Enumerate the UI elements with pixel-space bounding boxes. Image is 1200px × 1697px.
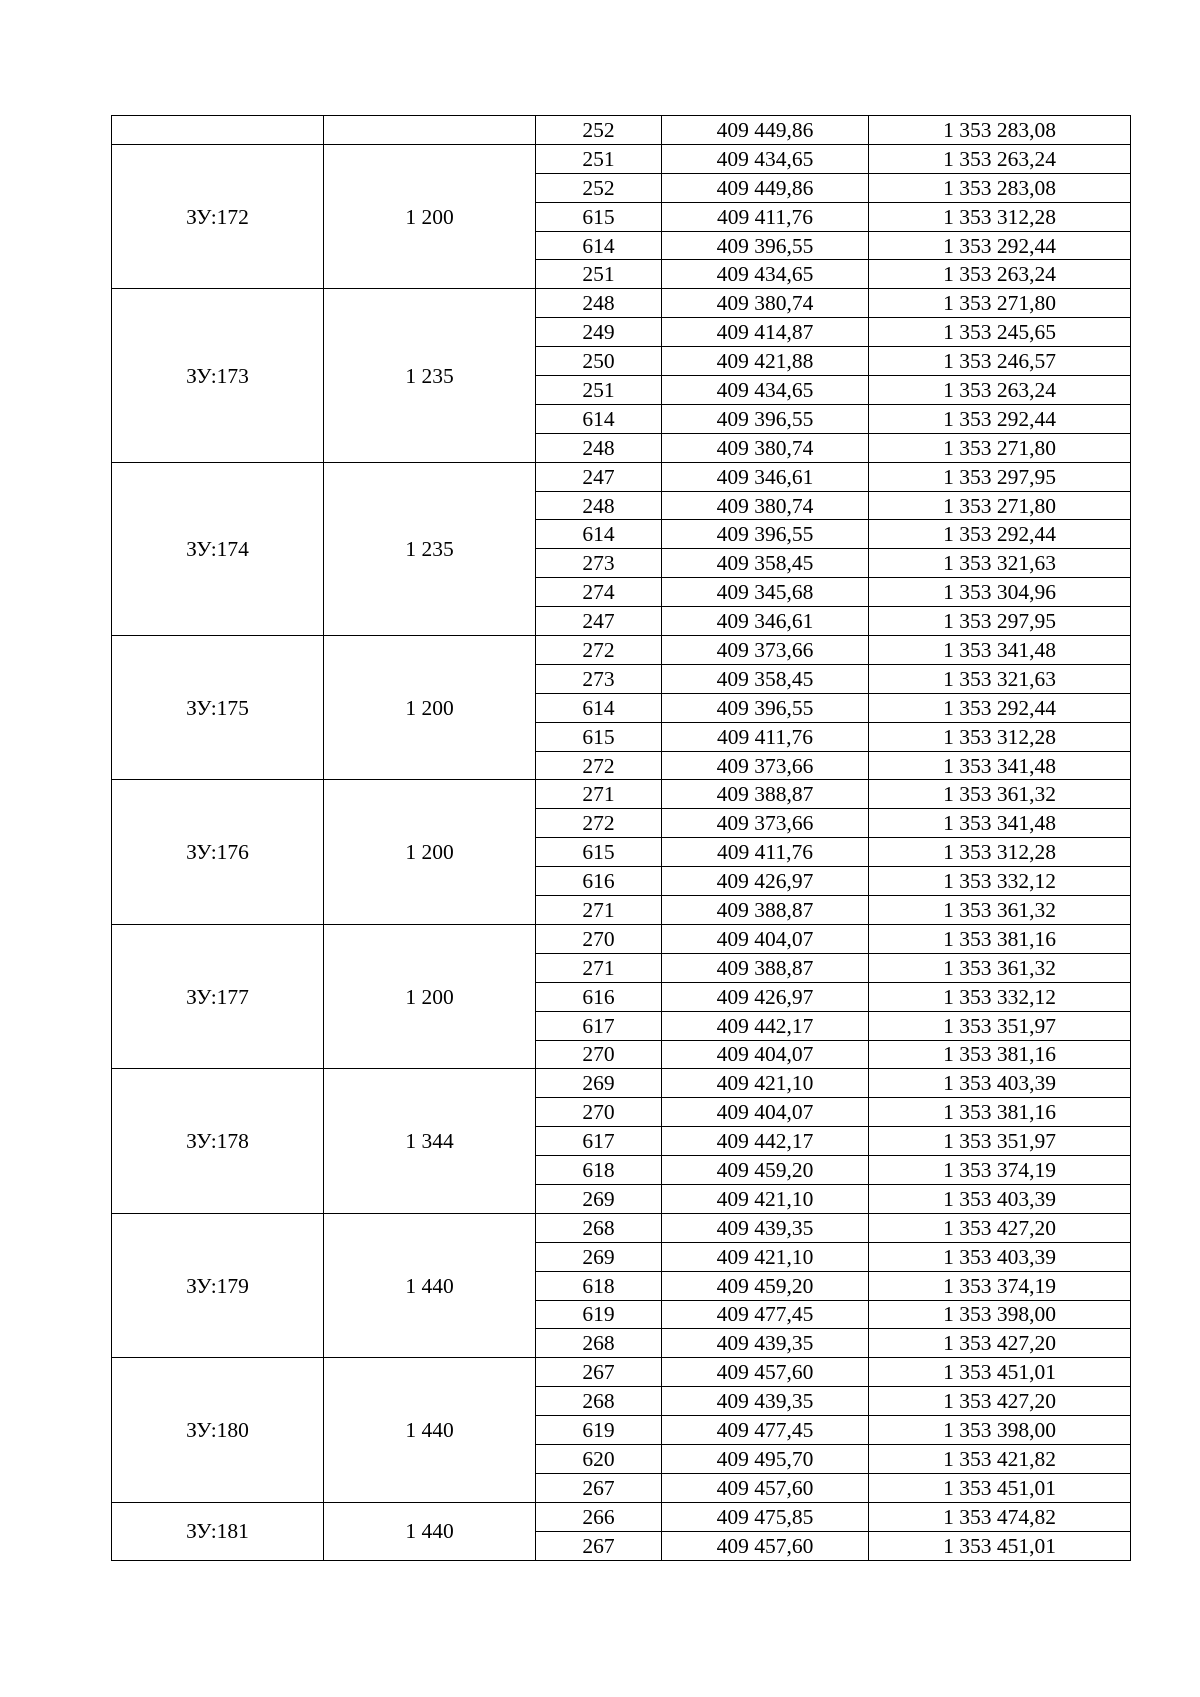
x-coordinate-cell: 409 388,87 <box>662 896 869 925</box>
y-coordinate-cell: 1 353 312,28 <box>869 722 1131 751</box>
coordinates-table <box>111 115 1131 1561</box>
x-coordinate-cell: 409 439,35 <box>662 1213 869 1242</box>
x-coordinate-cell: 409 426,97 <box>662 982 869 1011</box>
x-coordinate-cell: 409 373,66 <box>662 751 869 780</box>
y-coordinate-cell: 1 353 451,01 <box>869 1358 1131 1387</box>
point-number-cell: 269 <box>536 1184 662 1213</box>
point-number-cell: 252 <box>536 116 662 145</box>
x-coordinate-cell: 409 346,61 <box>662 462 869 491</box>
x-coordinate-cell: 409 346,61 <box>662 607 869 636</box>
point-number-cell: 268 <box>536 1387 662 1416</box>
x-coordinate-cell: 409 396,55 <box>662 520 869 549</box>
y-coordinate-cell: 1 353 361,32 <box>869 780 1131 809</box>
y-coordinate-cell: 1 353 451,01 <box>869 1531 1131 1560</box>
point-number-cell: 620 <box>536 1444 662 1473</box>
plot-id-cell: ЗУ:175 <box>112 636 324 780</box>
y-coordinate-cell: 1 353 474,82 <box>869 1502 1131 1531</box>
y-coordinate-cell: 1 353 341,48 <box>869 636 1131 665</box>
y-coordinate-cell: 1 353 292,44 <box>869 693 1131 722</box>
plot-id-cell: ЗУ:172 <box>112 144 324 288</box>
y-coordinate-cell: 1 353 297,95 <box>869 462 1131 491</box>
point-number-cell: 247 <box>536 607 662 636</box>
table-row <box>112 1502 1131 1531</box>
x-coordinate-cell: 409 457,60 <box>662 1473 869 1502</box>
point-number-cell: 618 <box>536 1156 662 1185</box>
x-coordinate-cell: 409 495,70 <box>662 1444 869 1473</box>
x-coordinate-cell: 409 459,20 <box>662 1156 869 1185</box>
y-coordinate-cell: 1 353 351,97 <box>869 1011 1131 1040</box>
x-coordinate-cell: 409 396,55 <box>662 693 869 722</box>
x-coordinate-cell: 409 373,66 <box>662 636 869 665</box>
point-number-cell: 272 <box>536 751 662 780</box>
y-coordinate-cell: 1 353 361,32 <box>869 953 1131 982</box>
y-coordinate-cell: 1 353 312,28 <box>869 838 1131 867</box>
y-coordinate-cell: 1 353 292,44 <box>869 404 1131 433</box>
y-coordinate-cell: 1 353 292,44 <box>869 231 1131 260</box>
y-coordinate-cell: 1 353 263,24 <box>869 144 1131 173</box>
x-coordinate-cell: 409 411,76 <box>662 838 869 867</box>
x-coordinate-cell: 409 380,74 <box>662 491 869 520</box>
y-coordinate-cell: 1 353 341,48 <box>869 751 1131 780</box>
y-coordinate-cell: 1 353 271,80 <box>869 289 1131 318</box>
x-coordinate-cell: 409 421,10 <box>662 1069 869 1098</box>
y-coordinate-cell: 1 353 427,20 <box>869 1329 1131 1358</box>
y-coordinate-cell: 1 353 374,19 <box>869 1271 1131 1300</box>
point-number-cell: 248 <box>536 491 662 520</box>
point-number-cell: 270 <box>536 1040 662 1069</box>
x-coordinate-cell: 409 380,74 <box>662 289 869 318</box>
x-coordinate-cell: 409 449,86 <box>662 116 869 145</box>
x-coordinate-cell: 409 477,45 <box>662 1300 869 1329</box>
x-coordinate-cell: 409 442,17 <box>662 1011 869 1040</box>
y-coordinate-cell: 1 353 427,20 <box>869 1387 1131 1416</box>
y-coordinate-cell: 1 353 332,12 <box>869 867 1131 896</box>
point-number-cell: 272 <box>536 809 662 838</box>
x-coordinate-cell: 409 459,20 <box>662 1271 869 1300</box>
x-coordinate-cell: 409 380,74 <box>662 433 869 462</box>
point-number-cell: 248 <box>536 433 662 462</box>
plot-id-cell: ЗУ:178 <box>112 1069 324 1213</box>
y-coordinate-cell: 1 353 321,63 <box>869 664 1131 693</box>
y-coordinate-cell: 1 353 332,12 <box>869 982 1131 1011</box>
x-coordinate-cell: 409 373,66 <box>662 809 869 838</box>
table-row <box>112 116 1131 145</box>
y-coordinate-cell: 1 353 312,28 <box>869 202 1131 231</box>
x-coordinate-cell: 409 449,86 <box>662 173 869 202</box>
table-row <box>112 289 1131 318</box>
y-coordinate-cell: 1 353 403,39 <box>869 1184 1131 1213</box>
y-coordinate-cell: 1 353 381,16 <box>869 924 1131 953</box>
y-coordinate-cell: 1 353 427,20 <box>869 1213 1131 1242</box>
point-number-cell: 615 <box>536 722 662 751</box>
y-coordinate-cell: 1 353 403,39 <box>869 1069 1131 1098</box>
area-cell: 1 235 <box>324 462 536 635</box>
area-cell: 1 200 <box>324 144 536 288</box>
plot-id-cell: ЗУ:177 <box>112 924 324 1068</box>
x-coordinate-cell: 409 426,97 <box>662 867 869 896</box>
area-cell: 1 440 <box>324 1213 536 1357</box>
x-coordinate-cell: 409 421,10 <box>662 1184 869 1213</box>
x-coordinate-cell: 409 421,88 <box>662 347 869 376</box>
y-coordinate-cell: 1 353 263,24 <box>869 376 1131 405</box>
x-coordinate-cell: 409 434,65 <box>662 260 869 289</box>
point-number-cell: 270 <box>536 924 662 953</box>
point-number-cell: 274 <box>536 578 662 607</box>
table-row <box>112 924 1131 953</box>
x-coordinate-cell: 409 396,55 <box>662 404 869 433</box>
y-coordinate-cell: 1 353 321,63 <box>869 549 1131 578</box>
point-number-cell: 266 <box>536 1502 662 1531</box>
point-number-cell: 267 <box>536 1473 662 1502</box>
y-coordinate-cell: 1 353 374,19 <box>869 1156 1131 1185</box>
plot-id-cell: ЗУ:180 <box>112 1358 324 1502</box>
point-number-cell: 270 <box>536 1098 662 1127</box>
point-number-cell: 268 <box>536 1213 662 1242</box>
y-coordinate-cell: 1 353 421,82 <box>869 1444 1131 1473</box>
coordinates-table-body <box>112 116 1131 1561</box>
point-number-cell: 251 <box>536 144 662 173</box>
point-number-cell: 271 <box>536 780 662 809</box>
point-number-cell: 272 <box>536 636 662 665</box>
area-cell: 1 200 <box>324 924 536 1068</box>
x-coordinate-cell: 409 388,87 <box>662 780 869 809</box>
table-row <box>112 144 1131 173</box>
point-number-cell: 273 <box>536 549 662 578</box>
point-number-cell: 250 <box>536 347 662 376</box>
y-coordinate-cell: 1 353 263,24 <box>869 260 1131 289</box>
table-row <box>112 636 1131 665</box>
point-number-cell: 619 <box>536 1300 662 1329</box>
plot-id-cell: ЗУ:179 <box>112 1213 324 1357</box>
x-coordinate-cell: 409 475,85 <box>662 1502 869 1531</box>
x-coordinate-cell: 409 439,35 <box>662 1387 869 1416</box>
y-coordinate-cell: 1 353 341,48 <box>869 809 1131 838</box>
x-coordinate-cell: 409 434,65 <box>662 376 869 405</box>
point-number-cell: 615 <box>536 838 662 867</box>
x-coordinate-cell: 409 388,87 <box>662 953 869 982</box>
point-number-cell: 271 <box>536 953 662 982</box>
x-coordinate-cell: 409 421,10 <box>662 1242 869 1271</box>
x-coordinate-cell: 409 396,55 <box>662 231 869 260</box>
x-coordinate-cell: 409 457,60 <box>662 1358 869 1387</box>
point-number-cell: 615 <box>536 202 662 231</box>
y-coordinate-cell: 1 353 283,08 <box>869 173 1131 202</box>
point-number-cell: 618 <box>536 1271 662 1300</box>
y-coordinate-cell: 1 353 246,57 <box>869 347 1131 376</box>
x-coordinate-cell: 409 358,45 <box>662 549 869 578</box>
y-coordinate-cell: 1 353 398,00 <box>869 1416 1131 1445</box>
document-page <box>111 115 1130 1561</box>
area-cell: 1 235 <box>324 289 536 462</box>
point-number-cell: 268 <box>536 1329 662 1358</box>
table-row <box>112 462 1131 491</box>
point-number-cell: 616 <box>536 867 662 896</box>
point-number-cell: 269 <box>536 1069 662 1098</box>
x-coordinate-cell: 409 404,07 <box>662 1098 869 1127</box>
plot-cell-empty <box>112 116 324 145</box>
point-number-cell: 617 <box>536 1127 662 1156</box>
x-coordinate-cell: 409 411,76 <box>662 202 869 231</box>
x-coordinate-cell: 409 345,68 <box>662 578 869 607</box>
x-coordinate-cell: 409 442,17 <box>662 1127 869 1156</box>
point-number-cell: 248 <box>536 289 662 318</box>
plot-id-cell: ЗУ:173 <box>112 289 324 462</box>
point-number-cell: 252 <box>536 173 662 202</box>
y-coordinate-cell: 1 353 297,95 <box>869 607 1131 636</box>
x-coordinate-cell: 409 404,07 <box>662 924 869 953</box>
plot-id-cell: ЗУ:176 <box>112 780 324 924</box>
x-coordinate-cell: 409 358,45 <box>662 664 869 693</box>
point-number-cell: 271 <box>536 896 662 925</box>
point-number-cell: 269 <box>536 1242 662 1271</box>
plot-id-cell: ЗУ:174 <box>112 462 324 635</box>
area-cell: 1 440 <box>324 1502 536 1560</box>
table-row <box>112 1213 1131 1242</box>
x-coordinate-cell: 409 439,35 <box>662 1329 869 1358</box>
point-number-cell: 614 <box>536 404 662 433</box>
x-coordinate-cell: 409 414,87 <box>662 318 869 347</box>
point-number-cell: 267 <box>536 1531 662 1560</box>
point-number-cell: 617 <box>536 1011 662 1040</box>
area-cell-empty <box>324 116 536 145</box>
point-number-cell: 267 <box>536 1358 662 1387</box>
x-coordinate-cell: 409 404,07 <box>662 1040 869 1069</box>
y-coordinate-cell: 1 353 381,16 <box>869 1040 1131 1069</box>
y-coordinate-cell: 1 353 271,80 <box>869 433 1131 462</box>
y-coordinate-cell: 1 353 283,08 <box>869 116 1131 145</box>
x-coordinate-cell: 409 411,76 <box>662 722 869 751</box>
plot-id-cell: ЗУ:181 <box>112 1502 324 1560</box>
y-coordinate-cell: 1 353 361,32 <box>869 896 1131 925</box>
y-coordinate-cell: 1 353 292,44 <box>869 520 1131 549</box>
y-coordinate-cell: 1 353 451,01 <box>869 1473 1131 1502</box>
point-number-cell: 251 <box>536 376 662 405</box>
point-number-cell: 251 <box>536 260 662 289</box>
y-coordinate-cell: 1 353 381,16 <box>869 1098 1131 1127</box>
y-coordinate-cell: 1 353 351,97 <box>869 1127 1131 1156</box>
y-coordinate-cell: 1 353 398,00 <box>869 1300 1131 1329</box>
point-number-cell: 614 <box>536 231 662 260</box>
y-coordinate-cell: 1 353 271,80 <box>869 491 1131 520</box>
x-coordinate-cell: 409 477,45 <box>662 1416 869 1445</box>
point-number-cell: 614 <box>536 520 662 549</box>
x-coordinate-cell: 409 434,65 <box>662 144 869 173</box>
point-number-cell: 249 <box>536 318 662 347</box>
point-number-cell: 273 <box>536 664 662 693</box>
point-number-cell: 247 <box>536 462 662 491</box>
x-coordinate-cell: 409 457,60 <box>662 1531 869 1560</box>
point-number-cell: 616 <box>536 982 662 1011</box>
y-coordinate-cell: 1 353 245,65 <box>869 318 1131 347</box>
area-cell: 1 344 <box>324 1069 536 1213</box>
y-coordinate-cell: 1 353 403,39 <box>869 1242 1131 1271</box>
y-coordinate-cell: 1 353 304,96 <box>869 578 1131 607</box>
table-row <box>112 1069 1131 1098</box>
point-number-cell: 619 <box>536 1416 662 1445</box>
area-cell: 1 200 <box>324 780 536 924</box>
area-cell: 1 200 <box>324 636 536 780</box>
table-row <box>112 780 1131 809</box>
area-cell: 1 440 <box>324 1358 536 1502</box>
point-number-cell: 614 <box>536 693 662 722</box>
table-row <box>112 1358 1131 1387</box>
